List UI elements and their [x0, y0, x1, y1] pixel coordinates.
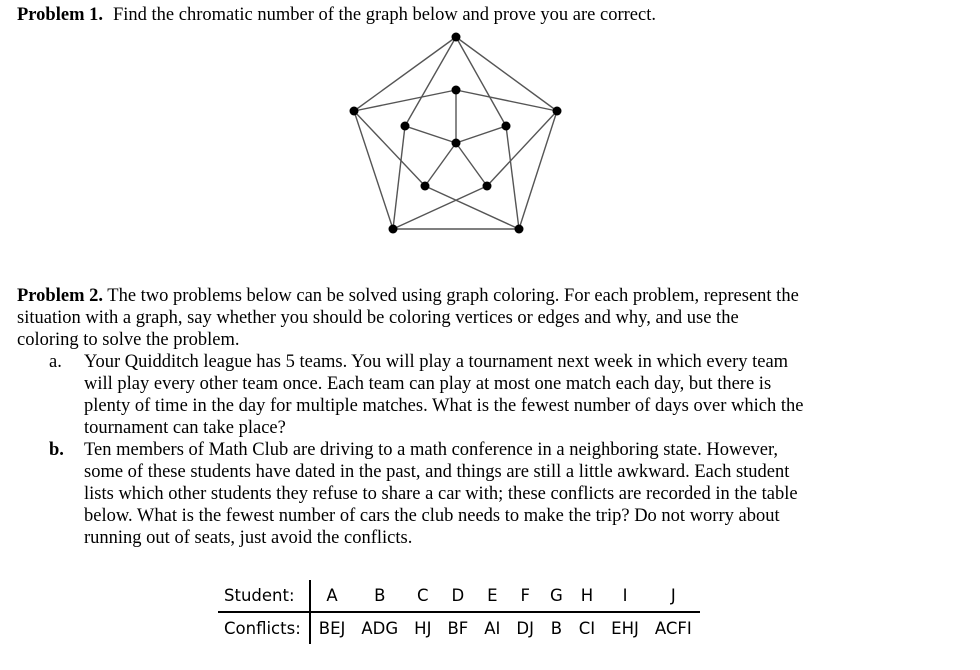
conflict-cell: BEJ [318, 619, 346, 638]
conflict-cell: CI [578, 619, 596, 638]
graph-edge [456, 126, 506, 143]
graph-edge [354, 111, 425, 186]
item-line: tournament can take place? [84, 418, 286, 438]
item-line: below. What is the fewest number of cars the club needs to make the trip? Do not worry about [84, 506, 780, 526]
item-label: a. [49, 352, 62, 372]
student-cell: C [406, 580, 439, 612]
problem-2a [17, 351, 907, 439]
graph-edge [354, 111, 393, 229]
student-cell: F [508, 580, 542, 612]
item-line: some of these students have dated in the past, and things are still a little awkward. Each student [84, 462, 790, 482]
problem-2b [17, 439, 907, 549]
graph-edge [487, 111, 557, 186]
conflict-cell: ADG [361, 619, 399, 638]
graph-vertex [350, 107, 359, 116]
conflict-cell: DJ [516, 619, 534, 638]
intro-line: situation with a graph, say whether you should be coloring vertices or edges and why, and use the [17, 308, 739, 328]
graph-diagram [0, 0, 980, 260]
student-cell: J [647, 580, 700, 612]
graph-vertex [452, 86, 461, 95]
problem-1-text: Find the chromatic number of the graph below and prove you are correct. [112, 5, 656, 25]
graph-vertex [401, 122, 410, 131]
problem-2 [17, 285, 907, 549]
graph-vertex [421, 182, 430, 191]
problem-1-label: Problem 1. [17, 5, 103, 25]
graph-vertex [452, 33, 461, 42]
conflict-cell: B [550, 619, 563, 638]
item-line: will play every other team once. Each team can play at most one match each day, but there is [84, 374, 772, 394]
student-header: Student: [218, 580, 310, 612]
graph-edge [456, 143, 487, 186]
problem-2-label: Problem 2. [17, 286, 103, 306]
graph-edge [519, 111, 557, 229]
conflict-cell: EHJ [611, 619, 639, 638]
graph-edge [506, 126, 519, 229]
item-line: Your Quidditch league has 5 teams. You will play a tournament next week in which every team [84, 352, 789, 372]
student-cell: H [571, 580, 603, 612]
graph-edge [405, 126, 456, 143]
graph-vertex [502, 122, 511, 131]
conflict-cell: HJ [414, 619, 432, 638]
conflicts-table [218, 580, 700, 644]
item-label: b. [49, 440, 64, 460]
graph-vertex [389, 225, 398, 234]
graph-edge [405, 37, 456, 126]
conflict-cell: BF [447, 619, 469, 638]
conflicts-header: Conflicts: [218, 612, 310, 644]
intro-line: The two problems below can be solved using graph coloring. For each problem, represent the [107, 286, 799, 306]
graph-vertex [483, 182, 492, 191]
student-cell: G [542, 580, 571, 612]
student-cell: I [603, 580, 647, 612]
student-cell: B [353, 580, 406, 612]
graph-edge [425, 143, 456, 186]
item-line: plenty of time in the day for multiple matches. What is the fewest number of days over which the [84, 396, 804, 416]
graph-edge [393, 126, 405, 229]
graph-edge [456, 37, 506, 126]
graph-vertex [553, 107, 562, 116]
conflict-cell: AI [484, 619, 501, 638]
item-line: lists which other students they refuse to share a car with; these conflicts are recorded in the table [84, 484, 798, 504]
student-cell: D [439, 580, 476, 612]
student-cell: A [310, 580, 354, 612]
student-cell: E [476, 580, 508, 612]
graph-vertex [515, 225, 524, 234]
item-line: Ten members of Math Club are driving to a math conference in a neighboring state. However, [84, 440, 779, 460]
item-line: running out of seats, just avoid the conflicts. [84, 528, 413, 548]
conflict-cell: ACFI [654, 619, 692, 638]
problem-2-intro [17, 285, 907, 351]
intro-line: coloring to solve the problem. [17, 330, 240, 350]
graph-vertex [452, 139, 461, 148]
